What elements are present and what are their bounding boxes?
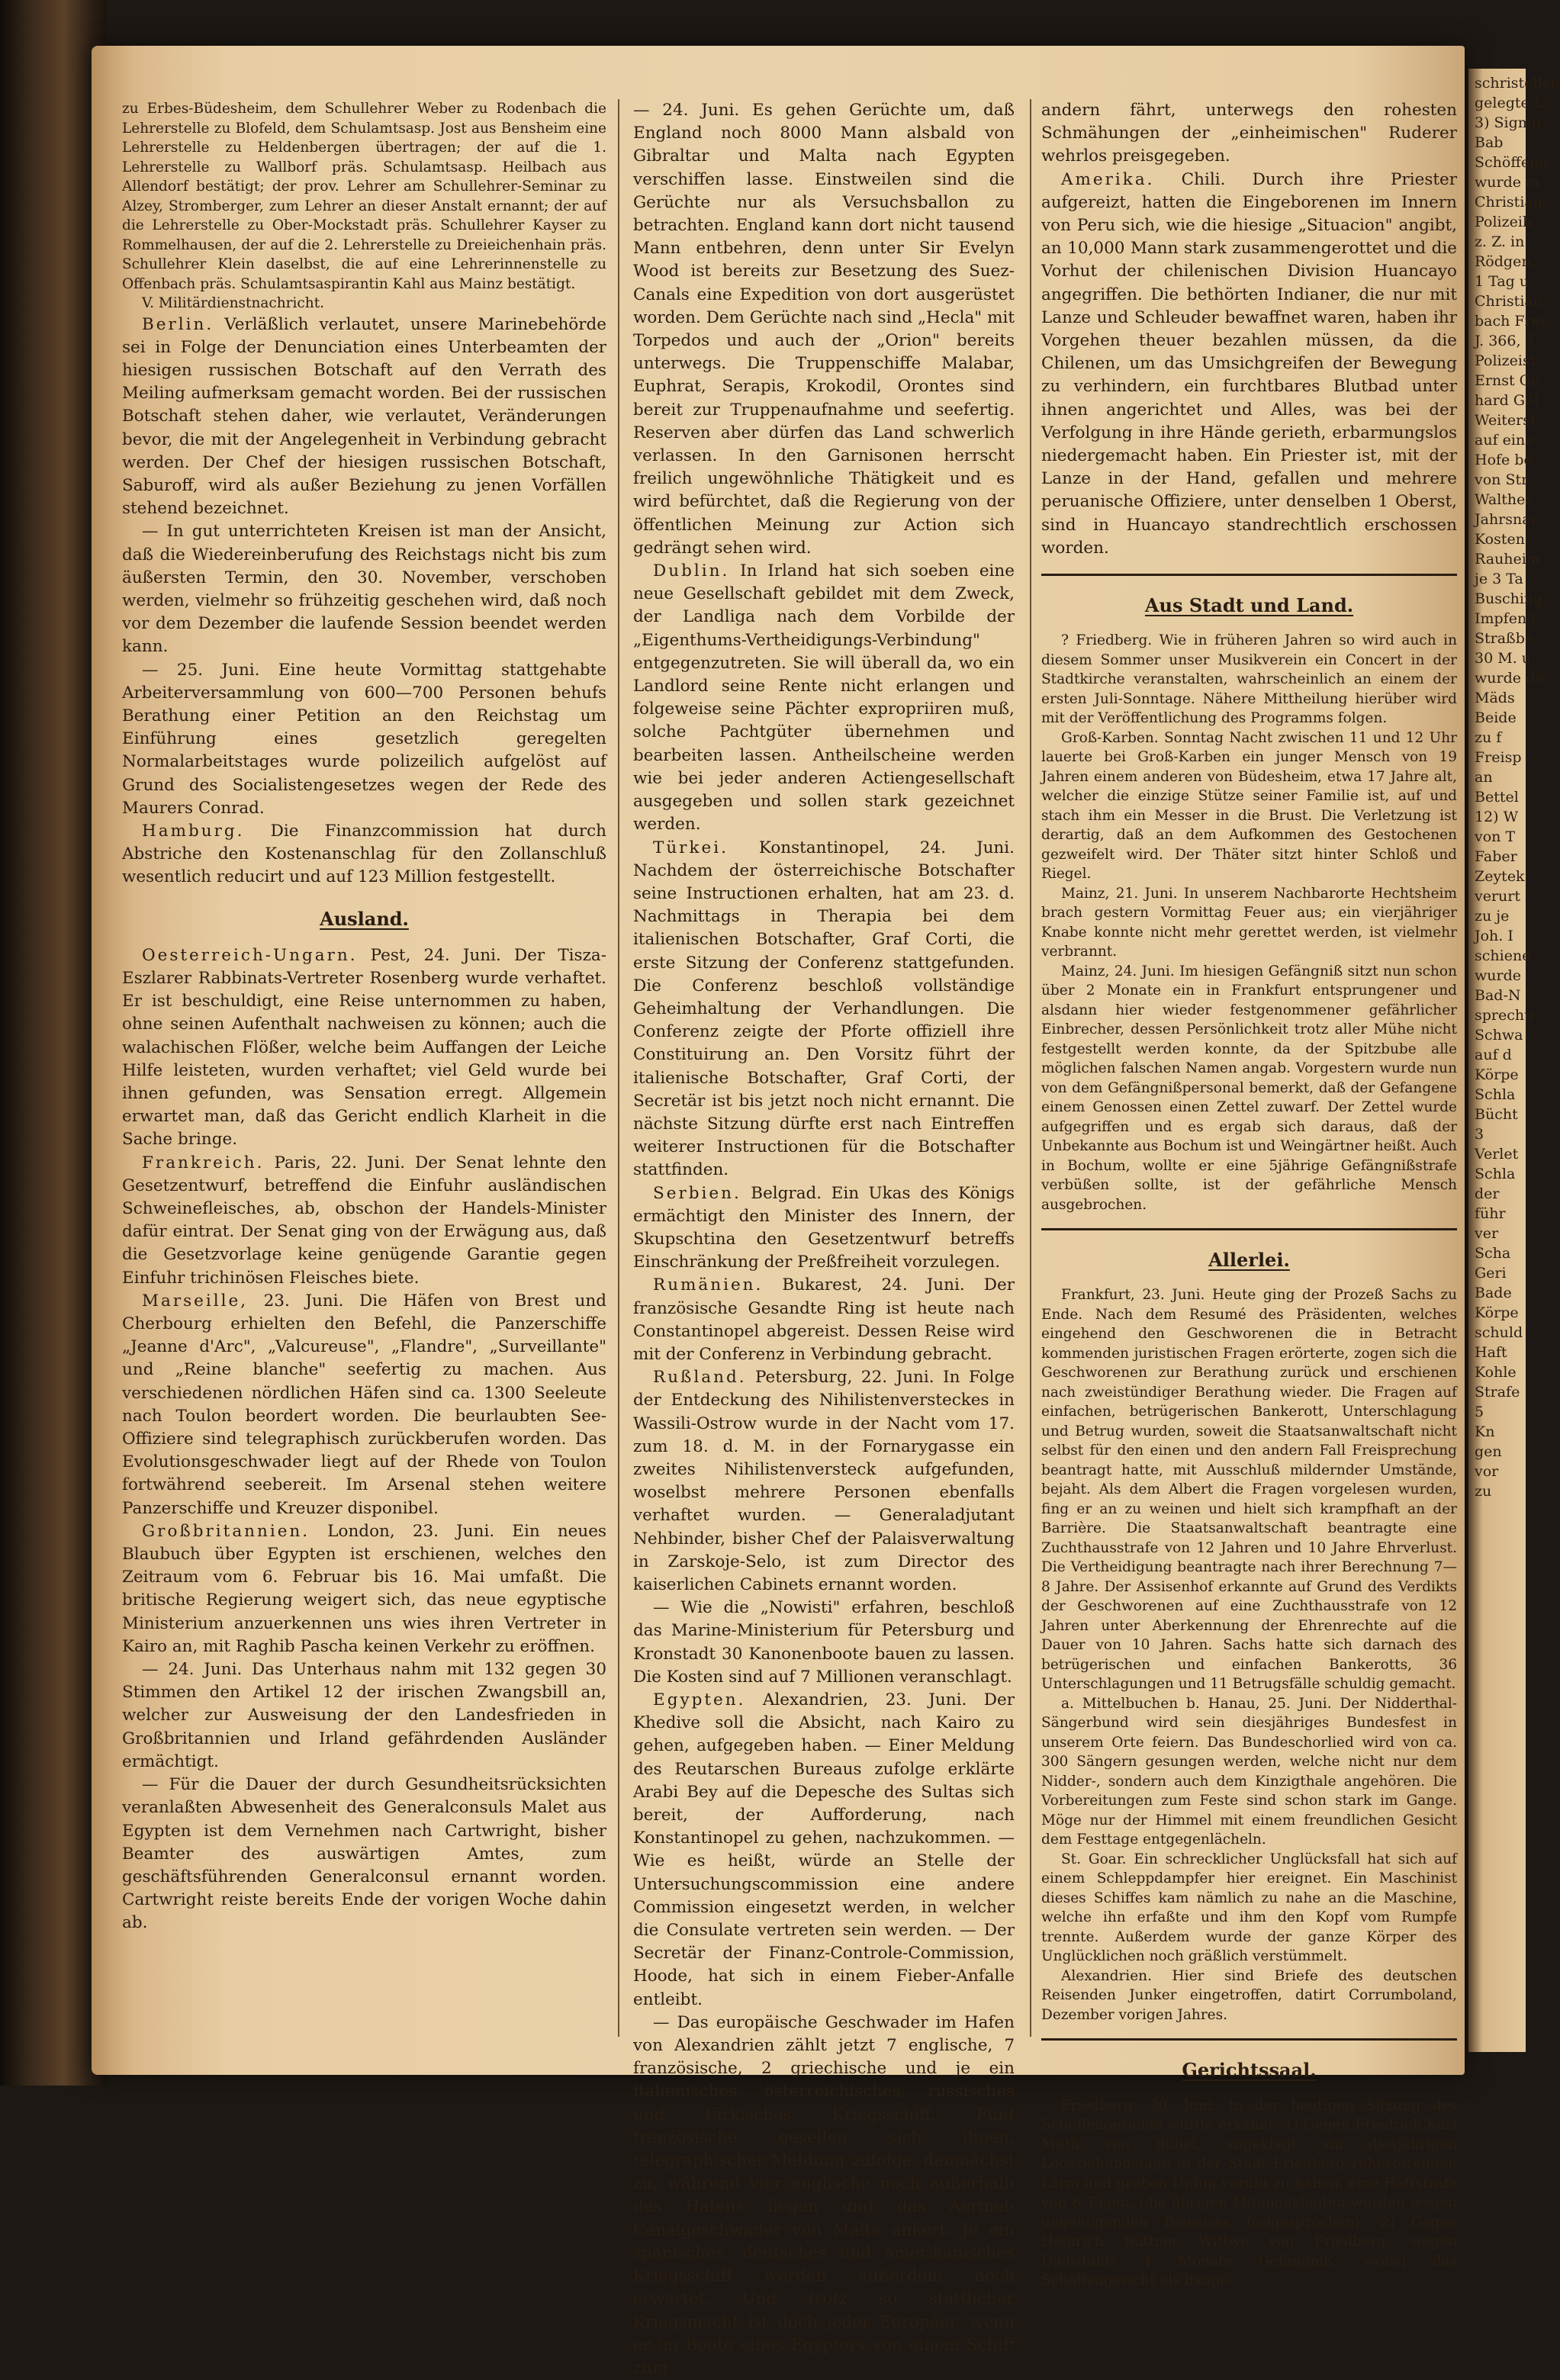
adjacent-page-line: Beide — [1475, 709, 1517, 726]
article-text: Bukarest, 24. Juni. Der französische Gesandte Ring ist heute nach Constantinopel abgereist. Dessen Reise wird mit der Conferenz in Verbindung gebracht. — [633, 1275, 1015, 1364]
adjacent-page-line: 12) W — [1475, 809, 1519, 825]
section-rule — [1041, 574, 1457, 576]
dateline: Frankreich. — [142, 1153, 265, 1172]
article-text: London, 23. Juni. Ein neues Blaubuch über Egypten ist erschienen, welches den Zeitraum vom 6. Februar bis 16. Mai umfaßt. Die britische Regierung weigert sich, das neue egyptische Ministerium anzuerkennen uns wies ihren Vertreter in Kairo an, mit Raghib Pascha keinen Verkehr zu eröffnen. — [122, 1521, 606, 1656]
adjacent-page-line: je 3 Ta — [1475, 571, 1523, 587]
local-friedberg: ? Friedberg. Wie in früheren Jahren so wird auch in diesem Sommer unser Musikverein ein Concert in der Stadtkirche veranstalten, wahrscheinlich an einem der ersten Juli-Sonntage. Nähere Mittheilung hierüber wird mit der Veröffentlichung des Programms folgen. — [1041, 632, 1457, 727]
court-friedberg: Friedberg, 20. Juni. In der heutigen Sitzung des Schöffengerichts wurde erkannt: 1) Gegen Friedrich Karl Muth von Bilbel, angeklagt am diesjährigen Loosziehungstage in der Stadt Friedberg ruhestörenden Lärm und groben Unfug verübt zu haben, eine Haftstrafe von 6 Tagen, (die übrigen Mitangeklagten wurden wegen ungenügenden Beweises freigesprochen); 2) Gegen Heinrich Büttner Wittwe von Friedberg, wegen Diebstahls 4 Monate Gefängniß, wobei das Schöffengericht als haupt- — [1041, 2097, 1457, 2289]
adjacent-page-line: Busching — [1475, 590, 1543, 607]
adjacent-page-line: ver — [1475, 1225, 1499, 1242]
article-america — [1041, 169, 1457, 560]
dateline: Großbritannien. — [142, 1521, 310, 1541]
adjacent-page-line: wurde m — [1475, 174, 1540, 191]
column-1 — [122, 99, 606, 1935]
article-squadron: — Das europäische Geschwader im Hafen von Alexandrien zählt jetzt 7 englische, 7 französische, 2 griechische und je ein italienisches, österreichisches, russisches und türkisches Kriegsschiff. Fünf französische gesellen sich ihnen, telegraphischer Meldung zufolge, demnächst zu, während vier englische noch außerhalb des Hafens liegen und das Aermel-Canalgeschwader von Malta ankert. Je ein spanisches, deutsches und amerikanisches Kriegsschiff werden außerdem noch erwartet. Und trotz so stattlicher Kriegsmacht ist doch jeder Europäer, wenn er im Boote eines Egypters von einem Schiff zum — [633, 2012, 1015, 2378]
adjacent-page-line: vor — [1475, 1463, 1499, 1480]
adjacent-page-line: Straßbe — [1475, 630, 1534, 647]
adjacent-page-line: Strafe — [1475, 1384, 1520, 1401]
adjacent-page-line: an — [1475, 769, 1493, 786]
article-hamburg — [122, 820, 606, 889]
adjacent-page-line: Geri — [1475, 1265, 1507, 1282]
adjacent-page-line: Freisp — [1475, 749, 1522, 766]
adjacent-page-line: zu — [1475, 1483, 1492, 1500]
adjacent-page-line: Weiterst — [1475, 412, 1536, 429]
section-heading-allerlei: Allerlei. — [1208, 1249, 1290, 1272]
adjacent-page-line: Mäds — [1475, 690, 1515, 706]
article-text: Verläßlich verlautet, unsere Marinebehörde sei in Folge der Denunciation eines Unterbeamten der hiesigen russischen Botschaft auf den Verrath des Meiling aufmerksam gemacht worden. Bei der russischen Botschaft stehen daher, wie verlautet, Veränderungen bevor, die mit der Angelegenheit in Verbindung gebracht werden. Der Chef der hiesigen russischen Botschaft, Saburoff, wird als außer Beziehung zu jenen Vorfällen stehend bezeichnet. — [122, 314, 606, 519]
adjacent-page-strip — [1468, 69, 1560, 2052]
adjacent-page-line: Verlet — [1475, 1146, 1519, 1163]
article-austria — [122, 944, 606, 1152]
section-heading-stadt-land: Aus Stadt und Land. — [1144, 594, 1354, 617]
adjacent-page-line: Kn — [1475, 1423, 1495, 1440]
local-mainz-2: Mainz, 24. Juni. Im hiesigen Gefängniß sitzt nun schon über 2 Monate ein in Frankfurt entsprungener und alsdann hier wieder festgenommener gefährlicher Einbrecher, dessen Persönlichkeit trotz aller Mühe nicht festgestellt werden konnte, da der Spitzbube alle möglichen falschen Namen angab. Vorgestern wurde nun von dem Gefängnißpersonal bemerkt, daß der Gefangene einem Genossen einen Zettel zuwarf. Der Zettel wurde aufgegriffen und es ergab sich daraus, daß der Unbekannte aus Bochum ist und Weingärtner heißt. Auch in Bochum, wollte er eine 5jährige Gefängnißstrafe verbüßen sollte, ist der gefährliche Mensch ausgebrochen. — [1041, 963, 1457, 1213]
article-text: Petersburg, 22. Juni. In Folge der Entdeckung des Nihilistenversteckes in Wassili-Ostrow wurde in der Nacht vom 17. zum 18. d. M. in der Fornarygasse ein zweites Nihilistenversteck aufgefunden, woselbst mehrere Personen ebenfalls verhaftet wurden. — Generaladjutant Nehbinder, bisher Chef der Palaisverwaltung in Zarskoje-Selo, ist zum Director des kaiserlichen Cabinets ernannt worden. — [633, 1368, 1015, 1594]
article-berlin-assembly: — 25. Juni. Eine heute Vormittag stattgehabte Arbeiterversammlung von 600—700 Personen behufs Berathung einer Petition an den Reichstag um Einführung eines gesetzlich geregelten Normalarbeitstages wurde polizeilich aufgelöst auf Grund des Socialistengesetzes wegen der Rede des Maurers Conrad. — [122, 660, 606, 818]
dateline: Rumänien. — [653, 1275, 764, 1295]
adjacent-page-line: von Str — [1475, 471, 1529, 488]
article-text: 23. Juni. Die Häfen von Brest und Cherbourg erhielten den Befehl, die Panzerschiffe „Jeanne d'Arc", „Valcureuse", „Flandre", „Surveillante" und „Reine blanche" seefertig zu machen. Aus verschiedenen nördlichen Häfen sind ca. 1300 Seeleute nach Toulon beordert worden. Die beurlaubten See-Offiziere sind telegraphisch zurückberufen worden. Das Evolutionsgeschwader liegt auf der Rhede von Toulon fortwährend seebereit. Im Arsenal stehen weitere Panzerschiffe und Kreuzer disponibel. — [122, 1291, 606, 1518]
adjacent-page-line: Bettel — [1475, 789, 1519, 806]
adjacent-page-line: sprechu — [1475, 1007, 1534, 1024]
article-serbia — [633, 1182, 1015, 1275]
adjacent-page-line: Zeytek — [1475, 868, 1525, 885]
adjacent-page-line: Christian — [1475, 194, 1542, 211]
local-gross-karben: Groß-Karben. Sonntag Nacht zwischen 11 und 12 Uhr lauerte bei Groß-Karben ein junger Mensch von 19 Jahren einem anderen von Büdesheim, etwa 17 Jahre alt, welcher die einzige Stütze seiner Familie ist, auf und stach ihm ein Messer in die Brust. Die Verletzung ist derartig, daß an dem Aufkommen des Gestochenen gezweifelt wird. Der Thäter sitzt hinter Schloß und Riegel. — [1041, 729, 1457, 883]
dateline: Hamburg. — [142, 821, 245, 841]
book-spine — [0, 0, 107, 2086]
article-england-troops: — 24. Juni. Es gehen Gerüchte um, daß England noch 8000 Mann alsbald von Gibraltar und Malta nach Egypten verschiffen lasse. Einstweilen sind die Gerüchte nur als Versuchsballon zu betrachten. England kann dort nicht tausend Mann entbehren, denn unter Sir Evelyn Wood ist bereits zur Besetzung des Suez-Canals eine Expedition von dort ausgerüstet worden. Dem Gerüchte nach sind „Hecla" mit Torpedos und auch der „Orion" bereits unterwegs. Die Truppenschiffe Malabar, Euphrat, Serapis, Krokodil, Orontes sind bereit zur Truppenaufnahme und seefertig. Reserven aber dürfen das Land schwerlich verlassen. In den Garnisonen herrscht freilich ungewöhnliche Thätigkeit und es wird befürchtet, daß die Regierung von der öffentlichen Meinung zur Action sich gedrängt sehen wird. — [633, 101, 1015, 558]
dateline: Marseille, — [142, 1291, 249, 1311]
section-heading-gerichtssaal: Gerichtssaal. — [1182, 2059, 1317, 2082]
adjacent-page-line: schuld — [1475, 1324, 1523, 1341]
adjacent-page-line: Bade — [1475, 1285, 1512, 1301]
adjacent-page-line: hard Göl — [1475, 392, 1539, 409]
article-text: Belgrad. Ein Ukas des Königs ermächtigt den Minister des Innern, der Skupschtina den Gesetzentwurf betreffs Einschränkung der Preßfreiheit vorzulegen. — [633, 1183, 1015, 1272]
adjacent-page-line: 30 M. u — [1475, 650, 1531, 667]
misc-alexandrien: Alexandrien. Hier sind Briefe des deutschen Reisenden Junker eingetroffen, datirt Corrumboland, Dezember vorigen Jahres. — [1041, 1967, 1457, 2023]
article-text: Die Finanzcommission hat durch Abstriche den Kostenanschlag für den Zollanschluß wesentlich reducirt und auf 123 Million festgestellt. — [122, 821, 606, 887]
column-2 — [633, 99, 1015, 2380]
adjacent-page-line: Ernst Gö — [1475, 372, 1540, 389]
misc-st-goar: St. Goar. Ein schrecklicher Unglücksfall hat sich auf einem Schleppdampfer hier ereignet. Ein Maschinist dieses Schiffes kam nämlich zu nahe an die Maschine, welche ihn erfaßte und ihm den Kopf vom Rumpfe trennte. Außerdem wurde der ganze Körper des Unglücklichen noch gräßlich verstümmelt. — [1041, 1851, 1457, 1965]
adjacent-page-line: wurde — [1475, 967, 1521, 984]
dateline: Berlin. — [142, 314, 214, 334]
adjacent-page-line: Scha — [1475, 1245, 1511, 1262]
adjacent-page-line: Rauheim — [1475, 551, 1540, 568]
adjacent-page-line: von T — [1475, 828, 1516, 845]
dateline: Oesterreich-Ungarn. — [142, 945, 358, 965]
adjacent-page-line: Körpe — [1475, 1066, 1519, 1083]
adjacent-page-line: auf d — [1475, 1047, 1512, 1063]
adjacent-page-line: Rödgen, — [1475, 253, 1536, 270]
misc-frankfurt: Frankfurt, 23. Juni. Heute ging der Prozeß Sachs zu Ende. Nach dem Resumé des Präsidenten, welches eingehend den Geschworenen die in Betracht kommenden juristischen Fragen erörterte, zogen sich die Geschworenen zur Berathung zurück und erschienen nach zweistündiger Berathung wieder. Die Fragen auf einfachen, betrügerischen Bankerott, Unterschlagung und Betrug wurden, soweit die Staatsanwaltschaft nicht selbst für den einen und den andern Fall Freisprechung beantragt hatte, mit Ausschluß mildernder Umstände, bejaht. Als dem Albert die Fragen vorgelesen wurden, fing er an zu weinen und hielt sich krampfhaft an der Barrière. Die Staatsanwaltschaft beantragte eine Zuchthausstrafe von 12 Jahren und 10 Jahre Ehrverlust. Die Vertheidigung beantragte nach ihrer Berechnung 7—8 Jahre. Der Assisenhof erkannte auf Grund des Verdikts der Geschworenen auf eine Zuchthausstrafe von 12 Jahren unter Aberkennung der Ehrenrechte auf die Dauer von 10 Jahren. Sachs hatte sich darnach des betrügerischen und einfachen Bankerotts, 36 Unterschlagungen und 11 Betrugsfälle schuldig gemacht. — [1041, 1287, 1457, 1693]
article-text: Pest, 24. Juni. Der Tisza-Eszlarer Rabbinats-Vertreter Rosenberg wurde verhaftet. Er ist beschuldigt, eine Reise unternommen zu haben, ohne seinen Aufenthalt nachweisen zu können; auch die walachischen Flößer, welche beim Auffangen der Leiche Hilfe leisteten, wurden verhaftet; viel Geld wurde bei ihnen gefunden, was Sensation erregt. Allgemein erwartet man, daß das Gericht endlich Klarheit in die Sache bringe. — [122, 945, 606, 1150]
adjacent-page-line: Schöffeng — [1475, 154, 1549, 171]
adjacent-page-line: Schwa — [1475, 1027, 1523, 1044]
adjacent-page-line: gen — [1475, 1443, 1502, 1460]
adjacent-page-line: auf eine — [1475, 432, 1534, 449]
dateline: Egypten. — [653, 1690, 746, 1710]
section-heading-ausland: Ausland. — [320, 907, 409, 930]
adjacent-page-line: Impfend — [1475, 610, 1536, 627]
article-text: In Irland hat sich soeben eine neue Gesellschaft gebildet mit dem Zweck, der Landliga nach dem Vorbilde der „Eigenthums-Vertheidigungs-Verbindung" entgegenzutreten. Sie will überall da, wo ein Landlord seine Rente nicht erlangen und folgeweise seine Pächter expropriiren muß, solche Pachtgüter übernehmen und bearbeiten lassen. Antheilscheine werden wie bei jeder anderen Actiengesellschaft ausgegeben und sollen stark gezeichnet werden. — [633, 561, 1015, 835]
dateline: Dublin. — [653, 561, 730, 581]
article-reichstag: — In gut unterrichteten Kreisen ist man der Ansicht, daß die Wiedereinberufung des Reichstags nicht bis zum äußersten Termin, den 30. November, verschoben werden, vielmehr so frühzeitig geschehen wird, daß noch vor dem Dezember die laufende Session beendet werden kann. — [122, 522, 606, 657]
article-text: Chili. Durch ihre Priester aufgereizt, hatten die Eingeborenen im Innern von Peru sich, wie die hiesige „Situacion" angibt, an 10,000 Mann stark zusammengerottet und die Vorhut der chilenischen Division Huancayo angegriffen. Die bethörten Indianer, die nur mit Lanze und Schleuder bewaffnet waren, haben ihr Vorgehen theuer bezahlen müssen, da die Chilenen, um das Umsichgreifen der Bewegung zu verhindern, ein furchtbares Blutbad unter ihnen angerichtet und Alles, was bei der Verfolgung in ihre Hände gerieth, erbarmungslos niedergemacht haben. Ein Priester ist, mit der Lanze in der Hand, gefallen und mehrere peruanische Offiziere, unter denselben 1 Oberst, sind in Huancayo standrechtlich erschossen worden. — [1041, 169, 1457, 558]
section-label-military: V. Militärdienstnachricht. — [142, 295, 325, 311]
adjacent-page-line: zu f — [1475, 729, 1502, 746]
adjacent-page-line: Hofe be — [1475, 452, 1533, 468]
column-divider — [1030, 99, 1031, 2037]
article-france — [122, 1152, 606, 1290]
adjacent-page-line: Walther — [1475, 491, 1533, 508]
adjacent-page-line: der — [1475, 1185, 1500, 1202]
adjacent-page-line: verurt — [1475, 888, 1521, 905]
column-3 — [1041, 99, 1457, 2291]
article-nowisti: — Wie die „Nowisti" erfahren, beschloß das Marine-Ministerium für Petersburg und Kronstadt 30 Kanonenboote bauen zu lassen. Die Kosten sind auf 7 Millionen veranschlagt. — [633, 1598, 1015, 1687]
adjacent-page-line: Körpe — [1475, 1304, 1519, 1321]
teacher-appointments: zu Erbes-Büdesheim, dem Schullehrer Weber zu Rodenbach die Lehrerstelle zu Blofeld, dem Schulamtsasp. Jost aus Bensheim eine Lehrerstelle zu Heldenbergen übertragen; der auf die 1. Lehrerstelle zu Wallborf präs. Schulamtsasp. Heilbach aus Allendorf bestätigt; der prov. Lehrer am Schullehrer-Seminar zu Alzey, Stromberger, zum Lehrer an dieser Anstalt ernannt; der auf die Lehrerstelle zu Ober-Mockstadt präs. Schullehrer Kayser zu Rommelhausen, der auf die 2. Lehrerstelle zu Dreieichenhain präs. Schullehrer Klein daselbst, die auf eine Lehrerinnenstelle zu Offenbach präs. Schulamtsaspirantin Kahl aus Mainz bestätigt. — [122, 101, 606, 292]
misc-mittelbuchen: a. Mittelbuchen b. Hanau, 25. Juni. Der Nidderthal-Sängerbund wird sein diesjähriges Bundesfest in unserem Orte feiern. Das Bundeschorlied wird von ca. 300 Sängern gesungen werden, welche nicht nur dem Nidder-, sondern auch dem Kinzigthale angehören. Die Vorbereitungen zum Feste sind schon stark im Gange. Möge nur der Himmel mit einem freundlichen Gesicht dem Festtage entgegenlächeln. — [1041, 1695, 1457, 1848]
adjacent-page-line: Bücht — [1475, 1106, 1518, 1123]
adjacent-page-line: Kohle — [1475, 1364, 1517, 1381]
article-text: Paris, 22. Juni. Der Senat lehnte den Gesetzentwurf, betreffend die Einfuhr ausländischen Schweinefleisches, ab, obschon der Handels-Minister dafür eintrat. Der Senat ging von der Erwägung aus, daß die Gesetzvorlage keine genügende Garantie gegen Einfuhr trichinösen Fleisches biete. — [122, 1153, 606, 1288]
adjacent-page-line: 3 — [1475, 1126, 1484, 1143]
adjacent-page-line: führ — [1475, 1205, 1506, 1222]
adjacent-page-line: schiene — [1475, 947, 1531, 964]
article-turkey — [633, 837, 1015, 1182]
adjacent-page-line: Haft — [1475, 1344, 1507, 1361]
article-cartwright: — Für die Dauer der durch Gesundheitsrücksichten veranlaßten Abwesenheit des Generalconsuls Malet aus Egypten ist dem Vernehmen nach Cartwright, bisher Beamter des auswärtigen Amtes, zum geschäftsführenden Generalconsul ernannt worden. Cartwright reiste bereits Ende der vorigen Woche dahin ab. — [122, 1775, 606, 1933]
dateline: Türkei. — [653, 838, 729, 857]
adjacent-page-line: zu je — [1475, 908, 1510, 925]
adjacent-page-line: Joh. I — [1475, 928, 1513, 944]
article-egypt — [633, 1689, 1015, 2012]
adjacent-page-line: wurde de — [1475, 670, 1544, 687]
adjacent-page-line: z. Z. in — [1475, 233, 1525, 250]
dateline: Amerika. — [1061, 169, 1155, 189]
article-text: Konstantinopel, 24. Juni. Nachdem der österreichische Botschafter seine Instructionen erhalten, hat am 23. d. Nachmittags in Therapia bei dem italienischen Botschafter, Graf Corti, die erste Sitzung der Conferenz stattgefunden. Die Conferenz beschloß vollständige Geheimhaltung der Verhandlungen. Die Conferenz zeigte der Pforte offiziell ihre Constituirung an. Den Vorsitz führt der italienische Botschafter, Graf Corti, der Secretär ist bis jetzt noch nicht ernannt. Die nächste Sitzung dürfte erst nach Eintreffen weiterer Instructionen für die Botschafter stattfinden. — [633, 838, 1015, 1180]
adjacent-page-line: 1 Tag u — [1475, 273, 1529, 290]
section-rule — [1041, 1228, 1457, 1230]
adjacent-page-line: Jahrsnac — [1475, 511, 1539, 528]
adjacent-page-line: Bab — [1475, 134, 1504, 151]
adjacent-page-line: Schla — [1475, 1086, 1516, 1103]
adjacent-page-line: 3) Sigmu — [1475, 114, 1542, 131]
column-divider — [618, 99, 619, 2037]
article-unterhaus: — 24. Juni. Das Unterhaus nahm mit 132 gegen 30 Stimmen den Artikel 12 der irischen Zwangsbill an, welcher zur Ausweisung der den Landesfrieden in Großbritannien und Irland gefährdenden Ausländer ermächtigt. — [122, 1660, 606, 1771]
article-text: Alexandrien, 23. Juni. Der Khedive soll die Absicht, nach Kairo zu gehen, aufgegeben haben. — Einer Meldung des Reutarschen Bureaus zufolge erklärte Arabi Bey auf die Depesche des Sultas sich bereit, der Aufforderung, nach Konstantinopel zu gehen, nachzukommen. — Wie es heißt, würde an Stelle der Untersuchungscommission eine andere Commission eingesetzt werden, in welcher die Consulate vertreten sein werden. — Der Secretär der Finanz-Controle-Commission, Hoode, hat sich in einem Fieber-Anfalle entleibt. — [633, 1690, 1015, 2009]
local-mainz-1: Mainz, 21. Juni. In unserem Nachbarorte Hechtsheim brach gestern Vormittag Feuer aus; ein vierjähriger Knabe konnte nicht mehr gerettet werden, ist vielmehr verbrannt. — [1041, 885, 1457, 960]
adjacent-page-line: Bad-N — [1475, 987, 1521, 1004]
article-russia — [633, 1366, 1015, 1597]
article-romania — [633, 1274, 1015, 1366]
adjacent-page-line: Faber — [1475, 848, 1517, 865]
dateline: Serbien. — [653, 1183, 741, 1203]
adjacent-page-line: Polizeib — [1475, 214, 1533, 230]
adjacent-page-line: 5 — [1475, 1404, 1484, 1420]
adjacent-page-line: J. 366, 7 — [1475, 333, 1535, 349]
adjacent-page-line: Christian — [1475, 293, 1542, 310]
adjacent-page-line: Kosten; — [1475, 531, 1530, 548]
article-continued: andern fährt, unterwegs den rohesten Schmähungen der „einheimischen" Ruderer wehrlos preisgegeben. — [1041, 101, 1457, 166]
adjacent-page-line: gelegte L — [1475, 95, 1544, 111]
dateline: Rußland. — [653, 1368, 747, 1388]
article-berlin — [122, 314, 606, 521]
article-britain — [122, 1520, 606, 1658]
adjacent-page-line: Schla — [1475, 1166, 1516, 1182]
article-dublin — [633, 560, 1015, 836]
article-marseille — [122, 1290, 606, 1520]
adjacent-page-line: Polizeist — [1475, 352, 1536, 369]
adjacent-page-line: bach Frei — [1475, 313, 1545, 330]
adjacent-page-text — [1468, 69, 1560, 1501]
adjacent-page-line: schristellen — [1475, 75, 1560, 92]
section-rule — [1041, 2038, 1457, 2041]
